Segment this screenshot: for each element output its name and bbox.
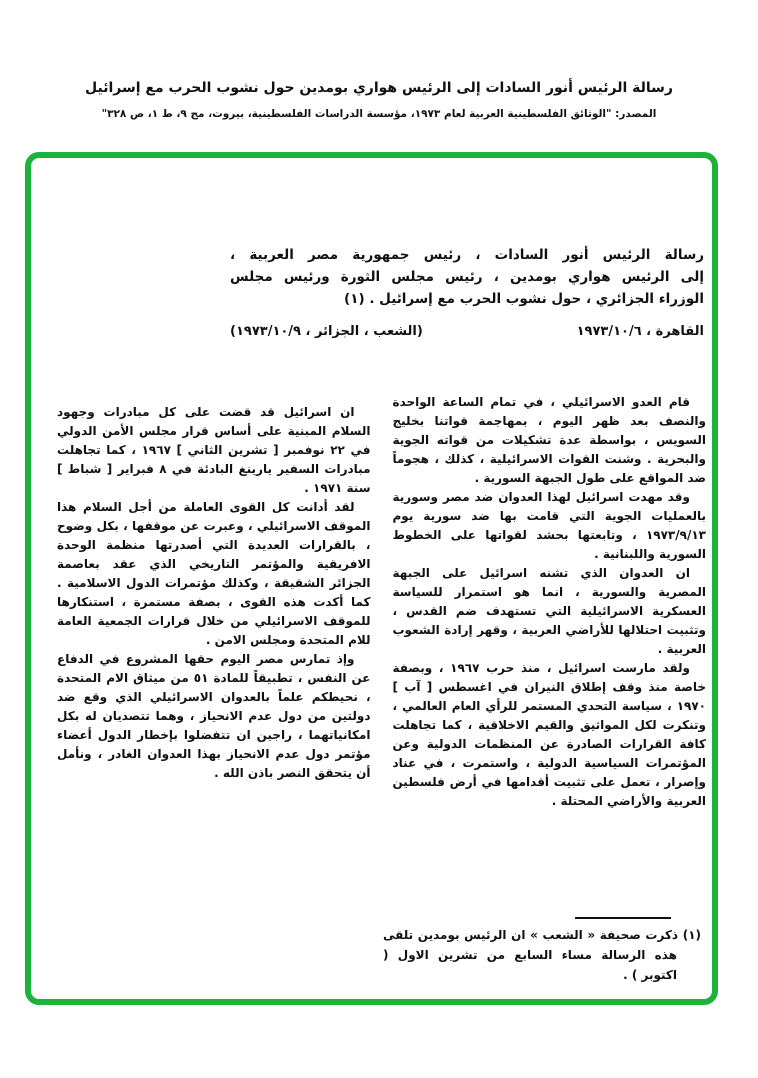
- column-right: [393, 393, 707, 811]
- dateline-place-date: القاهرة ، ١٩٧٣/١٠/٦: [576, 324, 704, 339]
- paragraph: وإذ تمارس مصر اليوم حقها المشروع في الدفاع عن النفس ، تطبيقاً للمادة ٥١ من ميثاق الام المتحدة ، نحيطكم علماً بالعدوان الاسرائيلي الذي وقع ضد دولتين من دول عدم الانحياز ، وهما تتصديان له بكل امكانياتهما ، راجين ان تتفضلوا بإخطار الدول أعضاء مؤتمر دول عدم الانحياز بهذا العدوان الغادر ، ونأمل أن يتحقق النصر باذن الله .: [57, 652, 371, 780]
- document-title: رسالة الرئيس أنور السادات إلى الرئيس هواري بومدين حول نشوب الحرب مع إسرائيل: [85, 80, 673, 96]
- paragraph: ان اسرائيل قد قضت على كل مبادرات وجهود السلام المبنية على أساس قرار مجلس الأمن الدولي في ٢٢ نوفمبر [ تشرين الثاني ] ١٩٦٧ ، كما تجاهلت مبادرات السفير يارينغ البادئة في ٨ فبراير [ شباط ] سنة ١٩٧١ .: [57, 405, 371, 495]
- footnote: [383, 917, 701, 985]
- letter-heading-line: الوزراء الجزائري ، حول نشوب الحرب مع إسرائيل . (١): [344, 291, 704, 307]
- dateline: [230, 324, 704, 339]
- letter-heading-line: رسالة الرئيس أنور السادات ، رئيس جمهورية مصر العربية ،: [230, 247, 704, 263]
- footnote-separator: [575, 917, 671, 919]
- letter-heading-line: إلى الرئيس هواري بومدين ، رئيس مجلس الثورة ورئيس مجلس: [230, 269, 704, 285]
- paragraph: وقد مهدت اسرائيل لهذا العدوان ضد مصر وسورية بالعمليات الجوية التي قامت بها ضد سورية يوم ١٩٧٣/٩/١٣ ، وتابعتها بحشد لقواتها على الخطوط السورية واللبنانية .: [392, 490, 706, 561]
- paragraph: ان العدوان الذي تشنه اسرائيل على الجبهة المصرية والسورية ، انما هو استمرار للسياسة العسكرية الاسرائيلية التي تستهدف ضم القدس ، وتثبيت احتلالها للأراضي العربية ، وقهر إرادة الشعوب العربية .: [392, 566, 706, 656]
- document-source-line: المصدر: "الوثائق الفلسطينية العربية لعام ١٩٧٣، مؤسسة الدراسات الفلسطينية، بيروت، مج ٩، ط ١، ص ٣٢٨": [101, 108, 657, 120]
- letter-heading: [230, 244, 704, 310]
- footnote-text: (١) ذكرت صحيفة « الشعب » ان الرئيس بومدين تلقى هذه الرسالة مساء السابع من تشرين الاول ( اكتوبر ) .: [383, 928, 701, 982]
- dateline-publication: (الشعب ، الجزائر ، ١٩٧٣/١٠/٩): [230, 324, 423, 339]
- paragraph: لقد أدانت كل القوى العاملة من أجل السلام هذا الموقف الاسرائيلي ، وعبرت عن موقفها ، بكل وضوح ، بالقرارات العديدة التي أصدرتها منظمة الوحدة الافريقية والمؤتمر التاريخي الذي عقد بعاصمة الجزائر الشقيقة ، وكذلك مؤتمرات الدول الاسلامية . كما أكدت هذه القوى ، بصفة مستمرة ، استنكارها للموقف الاسرائيلي من خلال قرارات الجمعية العامة للام المتحدة ومجلس الامن .: [57, 500, 371, 647]
- paragraph: ولقد مارست اسرائيل ، منذ حرب ١٩٦٧ ، وبصفة خاصة منذ وقف إطلاق النيران في اغسطس [ آب ] ١٩٧٠ ، سياسة التحدي المستمر للرأي العام العالمي ، وتنكرت لكل المواثيق والقيم الاخلاقية ، كما تجاهلت كافة القرارات الصادرة عن المنظمات الدولية وعن المؤتمرات السياسية الدولية ، واستمرت ، في عناد وإصرار ، تعمل على تثبيت أقدامها في أرض فلسطين العربية والأراضي المحتلة .: [392, 661, 706, 808]
- column-left: [57, 393, 371, 811]
- paragraph: قام العدو الاسرائيلي ، في تمام الساعة الواحدة والنصف بعد ظهر اليوم ، بمهاجمة قواتنا بخليج السويس ، بواسطة عدة تشكيلات من قواته الجوية والبحرية . وشنت القوات الاسرائيلية ، كذلك ، هجوماً ضد المواقع على طول الجبهة السورية .: [392, 395, 706, 485]
- letter-frame: [25, 152, 718, 1005]
- body-columns: [31, 393, 712, 811]
